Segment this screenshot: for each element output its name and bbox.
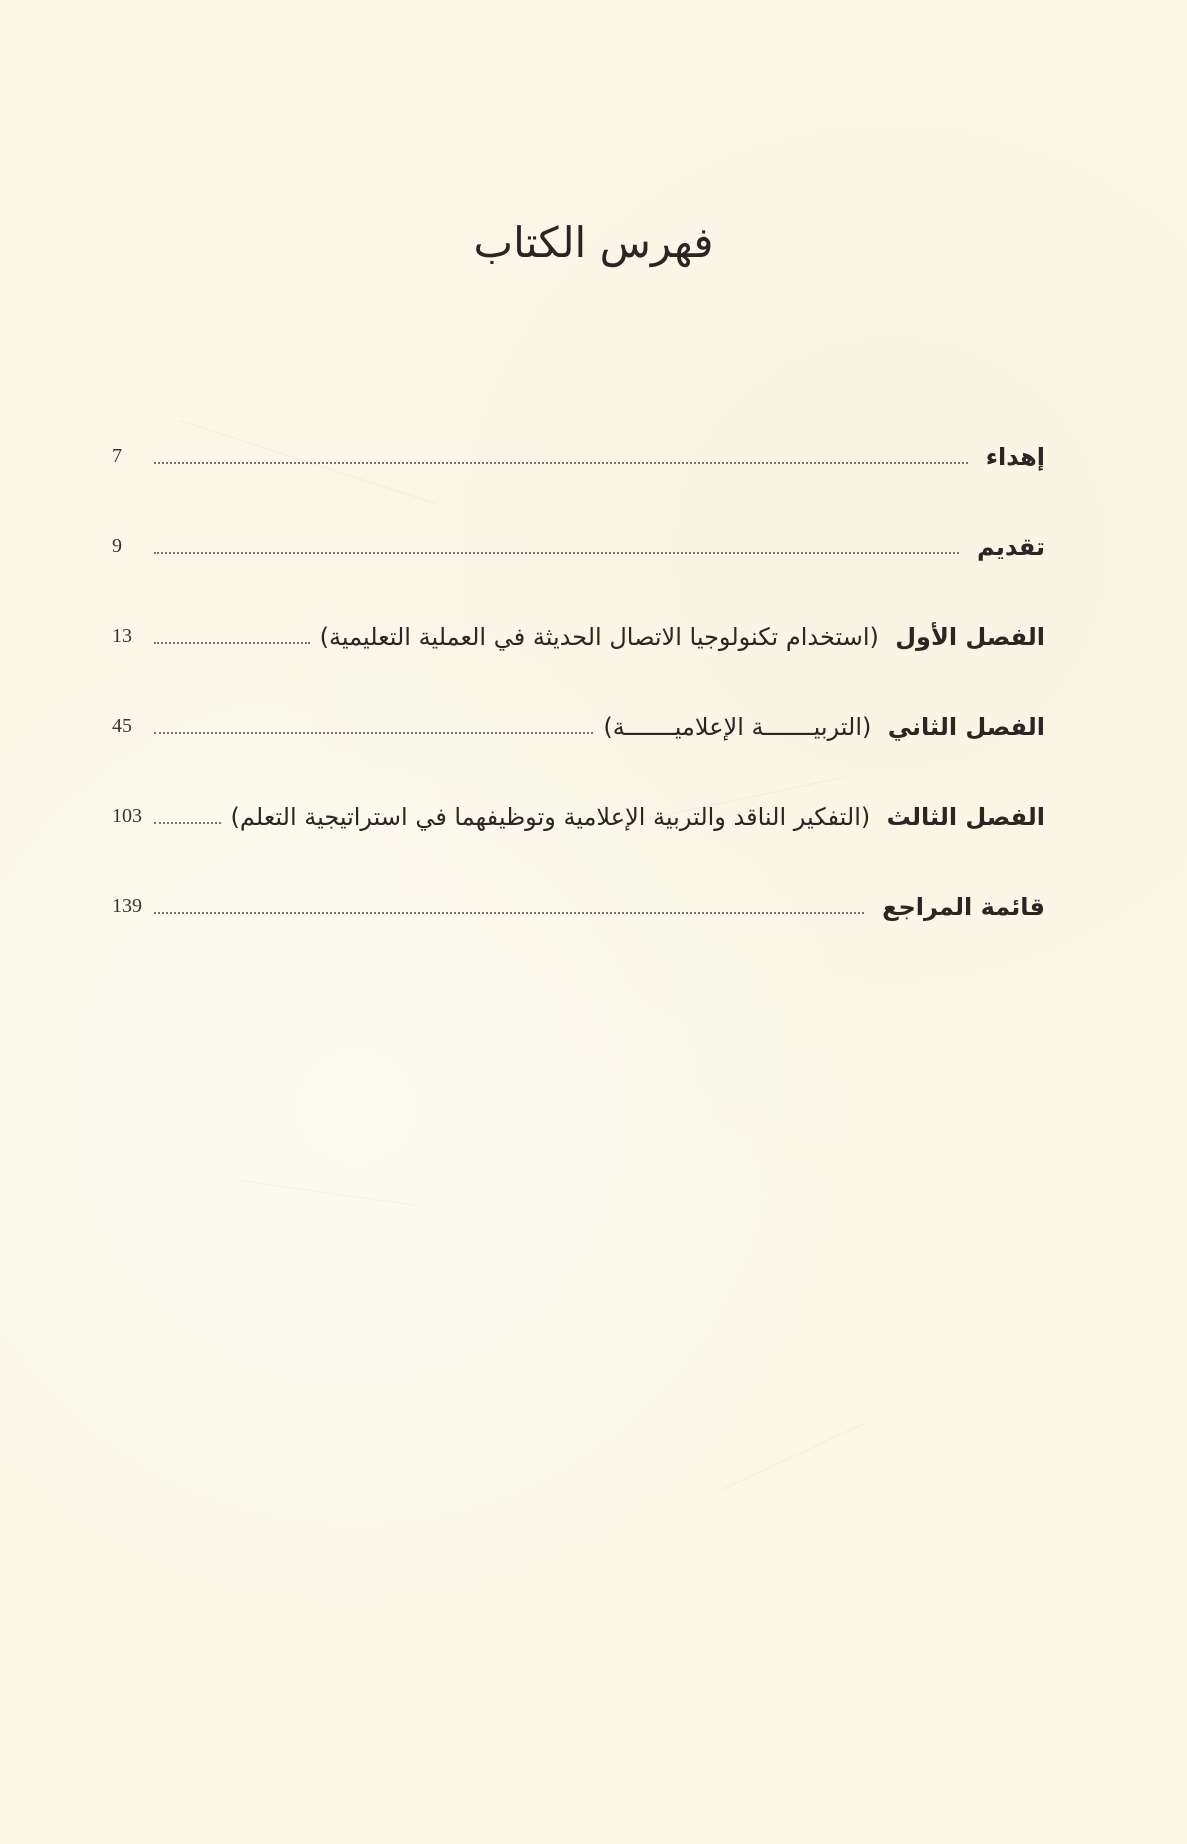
toc-entry-label bbox=[603, 714, 1045, 748]
toc-entry-label bbox=[978, 444, 1045, 478]
paper-fiber bbox=[720, 1422, 865, 1491]
toc-entry-subtitle: (استخدام تكنولوجيا الاتصال الحديثة في العملية التعليمية) bbox=[319, 622, 879, 651]
dot-leader bbox=[154, 641, 310, 644]
toc-page-number: 7 bbox=[112, 445, 122, 467]
toc-entry-label bbox=[874, 894, 1045, 928]
toc-entry-introduction bbox=[112, 478, 1045, 568]
toc-entry-references bbox=[112, 838, 1045, 928]
toc-entry-title: الفصل الثالث bbox=[886, 802, 1045, 831]
dot-leader bbox=[154, 911, 864, 914]
toc-entry-chapter-1 bbox=[112, 568, 1045, 658]
dot-leader bbox=[154, 551, 959, 554]
toc-entry-title: قائمة المراجع bbox=[882, 892, 1045, 921]
page-title: فهرس الكتاب bbox=[473, 218, 714, 267]
toc-page-number: 13 bbox=[112, 625, 132, 647]
toc-entry-label bbox=[231, 804, 1045, 838]
toc-entry-label bbox=[320, 624, 1045, 658]
toc-page-number: 139 bbox=[112, 895, 142, 917]
table-of-contents bbox=[112, 388, 1045, 928]
toc-entry-title: الفصل الأول bbox=[895, 622, 1045, 651]
toc-entry-chapter-2 bbox=[112, 658, 1045, 748]
toc-entry-label bbox=[969, 534, 1045, 568]
toc-entry-subtitle: (التربيـــــــة الإعلاميـــــــة) bbox=[603, 712, 872, 741]
toc-page-number: 45 bbox=[112, 715, 132, 737]
toc-entry-title: تقديم bbox=[977, 532, 1045, 561]
paper-fiber bbox=[240, 1180, 418, 1206]
toc-entry-chapter-3 bbox=[112, 748, 1045, 838]
toc-page-number: 9 bbox=[112, 535, 122, 557]
toc-entry-title: الفصل الثاني bbox=[887, 712, 1045, 741]
toc-entry-title: إهداء bbox=[985, 442, 1045, 471]
dot-leader bbox=[154, 731, 593, 734]
toc-entry-subtitle: (التفكير الناقد والتربية الإعلامية وتوظيفهما في استراتيجية التعلم) bbox=[230, 802, 871, 831]
toc-page-number: 103 bbox=[112, 805, 142, 827]
dot-leader bbox=[154, 461, 968, 464]
dot-leader bbox=[154, 821, 221, 824]
toc-entry-dedication bbox=[112, 388, 1045, 478]
